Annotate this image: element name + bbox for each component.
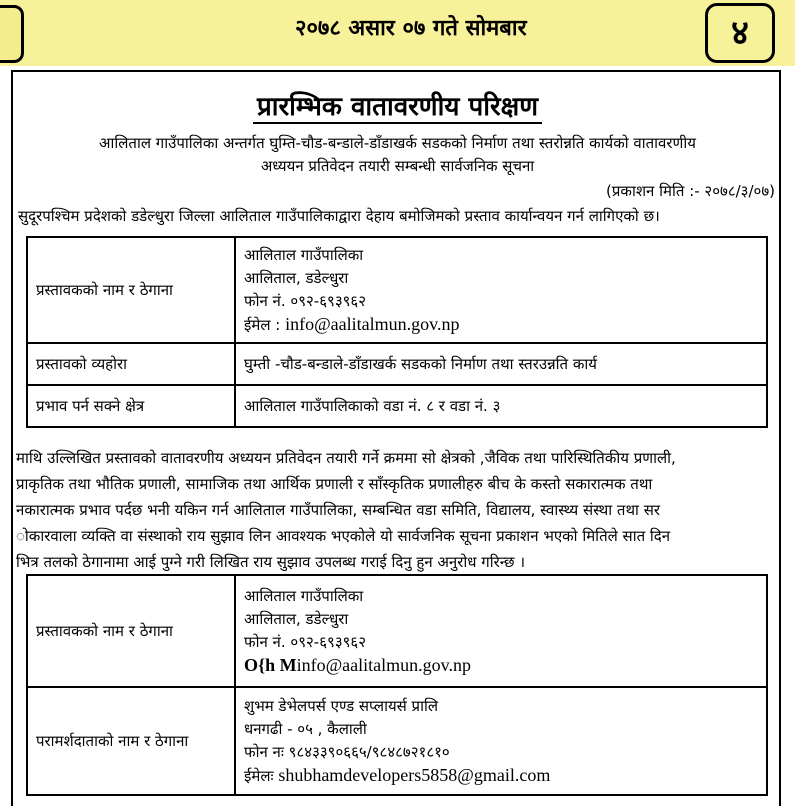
value-line: फोन नः ९८४३३९०६६५/९८४८७२१८१० (244, 742, 450, 761)
contact-table (26, 574, 768, 796)
value-line: आलिताल, डडेल्धुरा (244, 609, 349, 628)
paragraph-line: माथि उल्लिखित प्रस्तावको वातावरणीय अध्ययन प्रतिवेदन तयारी गर्ने क्रममा सो क्षेत्रको ,जैविक तथा पारिस्थितिकीय प्रणाली, (16, 449, 676, 467)
email-label: ईमेलः (244, 766, 279, 785)
table-row (27, 385, 767, 427)
email-link[interactable]: info@aalitalmun.gov.np (296, 654, 471, 675)
email-link[interactable]: shubhamdevelopers5858@gmail.com (278, 764, 551, 785)
proposer-value (235, 237, 767, 343)
table-row (27, 575, 767, 687)
paragraph-line: नकारात्मक प्रभाव पर्दछ भनी यकिन गर्न आलिताल गाउँपालिका, सम्बन्धित वडा समिति, विद्यालय, स्वास्थ्य संस्था तथा सर (16, 501, 660, 519)
email-line (244, 764, 758, 788)
affected-area-value: आलिताल गाउँपालिकाको वडा नं. ८ र वडा नं. ३ (235, 385, 767, 427)
value-line: फोन नं. ०९२-६९३९६२ (244, 632, 367, 651)
email-label: O{h M (244, 654, 297, 675)
table-row (27, 687, 767, 795)
consultant-label: परामर्शदाताको नाम र ठेगाना (27, 687, 235, 795)
value-line: फोन नं. ०९२-६९३९६२ (244, 291, 367, 310)
intro-text: सुदूरपश्चिम प्रदेशको डडेल्धुरा जिल्ला आलिताल गाउँपालिकाद्वारा देहाय बमोजिमको प्रस्ताव कार्यान्वयन गर्न लागिएको छ। (18, 207, 660, 225)
proposal-table (26, 236, 768, 428)
value-line: शुभम डेभेलपर्स एण्ड सप्लायर्स प्रालि (244, 696, 439, 715)
proposer-value (235, 575, 767, 687)
consultant-value (235, 687, 767, 795)
table-row (27, 237, 767, 343)
table-row (27, 343, 767, 385)
notice-title-container (0, 87, 795, 123)
header-date: २०७८ असार ०७ गते सोमबार (295, 16, 527, 41)
email-link[interactable]: info@aalitalmun.gov.np (285, 313, 460, 334)
paragraph-line: प्राकृतिक तथा भौतिक प्रणाली, सामाजिक तथा आर्थिक प्रणाली र साँस्कृतिक प्रणालीहरु बीच के कस्तो सकारात्मक तथा (16, 475, 653, 493)
header-left-tab (0, 5, 24, 63)
value-line: आलिताल, डडेल्धुरा (244, 268, 349, 287)
notice-title: प्रारम्भिक वातावरणीय परिक्षण (253, 92, 542, 124)
proposer-label: प्रस्तावकको नाम र ठेगाना (27, 237, 235, 343)
value-line: आलिताल गाउँपालिका (244, 586, 364, 605)
email-line (244, 654, 758, 678)
paragraph-line: ोकारवाला व्यक्ति वा संस्थाको राय सुझाव लिन आवश्यक भएकोले यो सार्वजनिक सूचना प्रकाशन भएको मितिले सात दिन (16, 527, 671, 545)
affected-area-label: प्रभाव पर्न सक्ने क्षेत्र (27, 385, 235, 427)
subtitle-line-2: अध्ययन प्रतिवेदन तयारी सम्बन्धी सार्वजनिक सूचना (260, 157, 535, 175)
paragraph-line: भित्र तलको ठेगानामा आई पुग्ने गरी लिखित राय सुझाव उपलब्ध गराई दिनु हुन अनुरोध गरिन्छ । (16, 553, 525, 571)
publication-date: (प्रकाशन मिति :- २०७८/३/०७) (606, 182, 775, 200)
value-line: धनगढी - ०५ , कैलाली (244, 719, 367, 738)
email-line (244, 313, 758, 337)
proposal-subject-value: घुम्ती -चौड-बन्डाले-डाँडाखर्क सडकको निर्माण तथा स्तरउन्नति कार्य (235, 343, 767, 385)
proposal-subject-label: प्रस्तावको व्यहोरा (27, 343, 235, 385)
email-label: ईमेल : (244, 315, 286, 334)
page-number-badge: ४ (705, 3, 775, 63)
proposer-label: प्रस्तावकको नाम र ठेगाना (27, 575, 235, 687)
request-paragraph (16, 445, 776, 575)
subtitle-line-1: आलिताल गाउँपालिका अन्तर्गत घुम्ति-चौड-बन्डाले-डाँडाखर्क सडकको निर्माण तथा स्तरोन्नति कार्यको वातावरणीय (99, 134, 696, 152)
value-line: आलिताल गाउँपालिका (244, 245, 364, 264)
